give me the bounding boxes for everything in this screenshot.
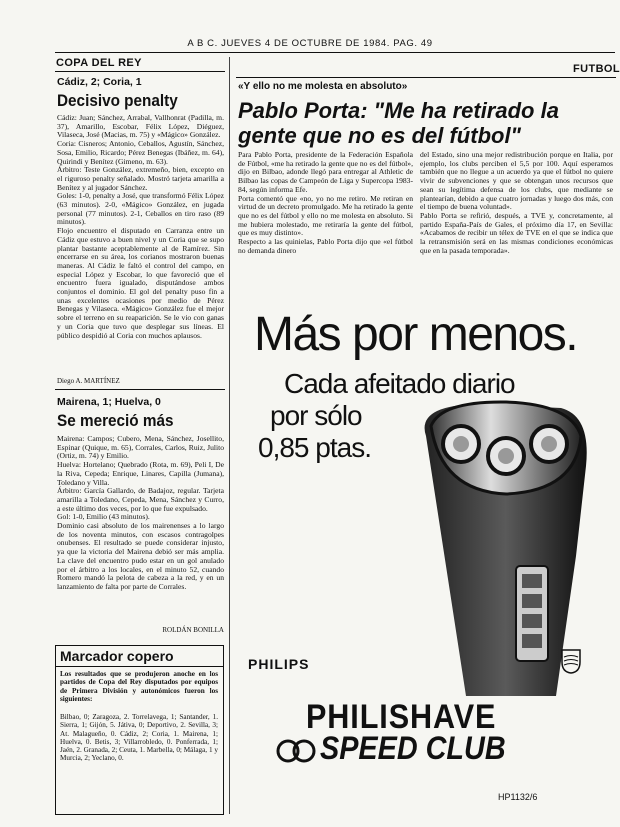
marcador-results: Bilbao, 0; Zaragoza, 2. Torrelavega, 1; Santander, 1. Sierra, 1; Gijón, 5. Játiva, 0; Deportivo, 2. Sevilla, 3; At. Malagueño, 0. Cádiz, 2; Coria, 1. Mairena, 1; Huelva, 0. Betis, 3; Villarrobledo, 0. Ponferrada, 1; Jaén, 2. Granada, 2; Ceuta, 1. Marbella, 0; Málaga, 1 y Murcia, 2; Yeclano, 0.: [60, 713, 218, 763]
match2-score: Mairena, 1; Huelva, 0: [57, 396, 161, 408]
article-kicker: «Y ello no me molesta en absoluto»: [238, 81, 408, 92]
article-col2: del Estado, sino una mejor redistribución porque en Italia, por ejemplo, los clubs perciben el 5,5 por 100. Aquí esperamos también que no llegue a un acuerdo ya que el fútbol no quiere vivir de subvenciones y que se obtengan unos recursos que sean su legítima defensa de los clubs, que mediante se plantearían, debido a que cuatro jornadas y luego dos más, con el tiempo de buena voluntad». Pablo Porta se refirió, después, a TVE y, concretamente, al partido España-País de Gales, el próximo día 17, en Sevilla: «Acabamos de recibir un télex de TVE en el que se indica que la retransmisión será en las mismas condiciones económicas que en la pasada temporada».: [420, 151, 613, 255]
match1-score: Cádiz, 2; Coria, 1: [57, 76, 142, 88]
left-section-rule: [55, 71, 225, 72]
philips-shield-icon: [560, 648, 582, 674]
match-divider: [55, 389, 225, 390]
section-futbol: FUTBOL: [573, 63, 620, 75]
article-col1: Para Pablo Porta, presidente de la Federación Española de Fútbol, «me ha retirado la gente que no es del fútbol», dijo en Bilbao, adonde llegó para entregar al Athletic de Bilbao las copas de Campeón de Liga y Supercopa 1983-84, según informa Efe. Porta comentó que «no, yo no me retiro. Me retiran en virtud de un decreto promulgado. Me ha retirado la gente que no es del fútbol y ello no me molesta en absoluto. Si me hubiera molestado, me retiraría la gente del fútbol, que es muy distinto». Respecto a las quinielas, Pablo Porta dijo que «el fútbol no demanda dinero: [238, 151, 413, 255]
article-headline: Pablo Porta: "Me ha retirado la gente que no es del fútbol": [238, 98, 559, 148]
ad-line1: Cada afeitado diario: [284, 368, 515, 399]
ad-brand: PHILIPS: [248, 656, 310, 672]
match2-body: Mairena: Campos; Cubero, Mena, Sánchez, Josellito, Espinar (Quique, m. 65), Corrales, Carlos, Ruiz, Julito (Ortiz, m. 74) y Emilio. Huelva: Hortelano; Quebrado (Rota, m. 69), Peli I, De la Riva, Cepeda; Enrique, Linares, Capilla (Jumana), Toledano y Villa. Árbitro: García Gallardo, de Badajoz, regular. Tarjeta amarilla a Toledano, Cepeda, Mena, Sánchez y Curro, a este último dos veces, por lo que fue expulsado. Gol: 1-0, Emilio (43 minutos). Dominio casi absoluto de los mairenenses a lo largo de los noventa minutos, con escasos contragolpes onubenses. El resultado se puede considerar injusto, ya que la victoria del Mairena debió ser más amplia. La clave del encuentro pudo estar en un gol anulado por el árbitro a los locales, en el minuto 52, cuando Romero mandó la pelota de cabeza a la red, y en un lanzamiento de falta por parte de Corrales.: [57, 435, 224, 591]
ad-line3: 0,85 ptas.: [258, 432, 371, 463]
match1-byline: Diego A. MARTÍNEZ: [57, 377, 120, 385]
column-divider: [229, 57, 230, 814]
right-section-rule: [236, 77, 616, 78]
philishave-ad: [236, 296, 614, 816]
match2-byline: ROLDÁN BONILLA: [162, 626, 224, 634]
ad-title: Más por menos.: [254, 308, 578, 361]
marcador-title: Marcador copero: [60, 648, 174, 664]
page-header: A B C. JUEVES 4 DE OCTUBRE DE 1984. PAG. 49: [187, 38, 433, 49]
match1-headline: Decisivo penalty: [57, 91, 178, 110]
match2-headline: Se mereció más: [57, 411, 174, 430]
ad-line2: por sólo: [270, 400, 362, 431]
marcador-rule: [56, 666, 223, 667]
speed-club-logo-icon: [276, 736, 316, 766]
ad-code: HP1132/6: [498, 792, 538, 802]
header-rule: [55, 52, 615, 53]
ad-product1: PHILISHAVE: [306, 698, 497, 736]
marcador-intro: Los resultados que se produjeron anoche en los partidos de Copa del Rey disputados por equipos de Primera División y autonómicos fueron los siguientes:: [60, 670, 218, 703]
ad-product2: SPEED CLUB: [320, 730, 506, 766]
marcador-box: [55, 645, 224, 815]
match1-body: Cádiz: Juan; Sánchez, Arrabal, Vallhonrat (Padilla, m. 37), Amarillo, Escobar, Félix López, Diéguez, Vilaseca, José (Macias, m. 75) y «Mágico» González. Coria: Cisneros; Antonio, Ceballos, Agustín, Sánchez, Sosa, Emilio, Ricardo; Pérez Benegas (Ibáñez, m. 64), Quirindi y Benítez (Gimeno, m. 63). Árbitro: Teste González, extremeño, bien, excepto en el riguroso penalty señalado. Mostró tarjeta amarilla a Benítez y al jugador Sánchez. Goles: 1-0, penalty a José, que transformó Félix López (63 minutos). 2-0, «Mágico» González, en jugada personal (77 minutos). 2-1, Ceballos en tiro raso (89 minutos). Flojo encuentro el disputado en Carranza entre un Cádiz que estuvo a buen nivel y un Coria que se supo plantar bastante aceptablemente al de Ramírez. Sin encerrarse en su área, los corianos mostraron buenas maneras. Al Cádiz le faltó el control del campo, en especial López y Escobar, lo que favoreció que el encuentro fuera igualado, disputándose ambos conjuntos el dominio. El gol del penalty puso fin a unas excelentes ocasiones por medio de Pérez Benegas y Vilaseca. «Mágico» González fue el mejor sobre el terreno en su reaparición. Se le vio con ganas y un Coria que tuvo que desplegar sus líneas. El público despidió al Coria con muchos aplausos.: [57, 114, 224, 340]
section-copa-del-rey: COPA DEL REY: [56, 57, 142, 69]
